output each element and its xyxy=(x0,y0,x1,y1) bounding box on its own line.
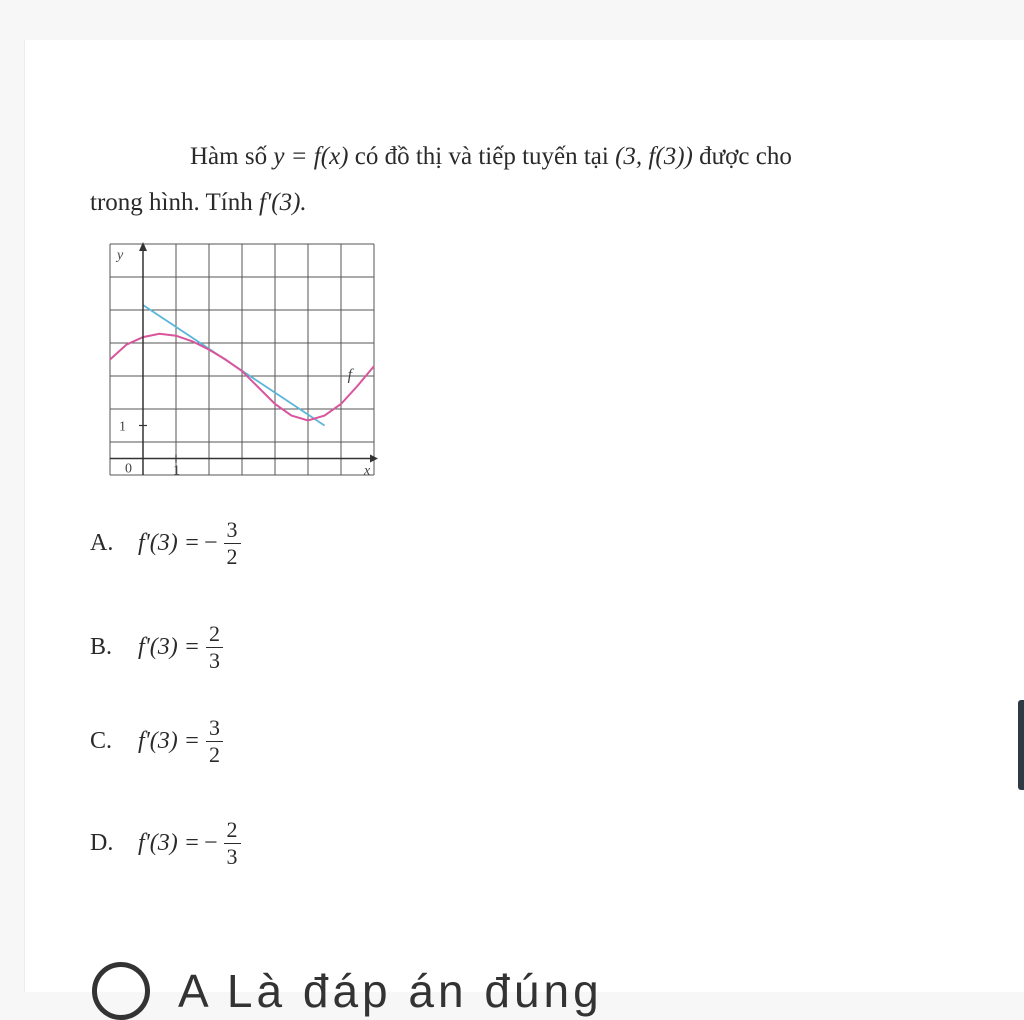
option-d-sign: − xyxy=(203,829,218,856)
curve-f-label: f xyxy=(347,366,353,384)
option-d-fraction xyxy=(224,817,241,870)
q-line2: trong hình. Tính xyxy=(90,189,253,216)
x-axis-label: x xyxy=(364,463,371,478)
option-c-denominator: 2 xyxy=(208,741,220,767)
option-d-label: D. xyxy=(90,829,114,856)
y-tick-1-label: 1 xyxy=(119,419,126,435)
option-b-fraction xyxy=(206,621,223,674)
q-target: f'(3). xyxy=(258,189,307,216)
x-tick-1-label: 1 xyxy=(173,463,180,478)
option-b-denominator: 3 xyxy=(208,647,220,673)
y-axis-arrow xyxy=(139,242,147,251)
question-text xyxy=(90,134,970,226)
option-b-expr: f'(3) = xyxy=(138,633,200,660)
option-a-sign: − xyxy=(203,529,218,556)
origin-label: 0 xyxy=(125,461,132,477)
q-point: (3, f(3)) xyxy=(615,143,693,170)
option-c-expr: f'(3) = xyxy=(138,727,200,754)
option-a-fraction xyxy=(224,517,241,570)
graph-grid xyxy=(110,244,374,475)
function-graph xyxy=(100,238,380,478)
q-tail: được cho xyxy=(699,143,792,170)
option-c[interactable] xyxy=(90,706,223,776)
answer-text: A Là đáp án đúng xyxy=(178,965,603,1017)
option-d-expr: f'(3) = xyxy=(138,829,200,856)
option-d-denominator: 3 xyxy=(226,843,238,869)
option-d[interactable] xyxy=(90,808,241,878)
option-a-label: A. xyxy=(90,529,114,556)
option-b-label: B. xyxy=(90,633,113,660)
option-c-numerator: 3 xyxy=(206,715,223,742)
option-c-label: C. xyxy=(90,727,113,754)
answer-radio[interactable] xyxy=(92,962,150,1020)
scroll-edge xyxy=(1018,700,1024,790)
y-axis-label: y xyxy=(117,248,124,263)
q-intro: Hàm số xyxy=(190,143,268,170)
option-c-fraction xyxy=(206,715,223,768)
option-b[interactable] xyxy=(90,612,223,682)
option-a-expr: f'(3) = xyxy=(138,529,200,556)
option-a-denominator: 2 xyxy=(226,543,238,569)
answer-choice[interactable] xyxy=(92,962,603,1020)
option-a[interactable] xyxy=(90,508,241,578)
q-mid: có đồ thị và tiếp tuyến tại xyxy=(354,143,609,170)
option-a-numerator: 3 xyxy=(224,517,241,544)
option-b-numerator: 2 xyxy=(206,621,223,648)
option-d-numerator: 2 xyxy=(224,817,241,844)
q-func: y = f(x) xyxy=(273,143,349,170)
